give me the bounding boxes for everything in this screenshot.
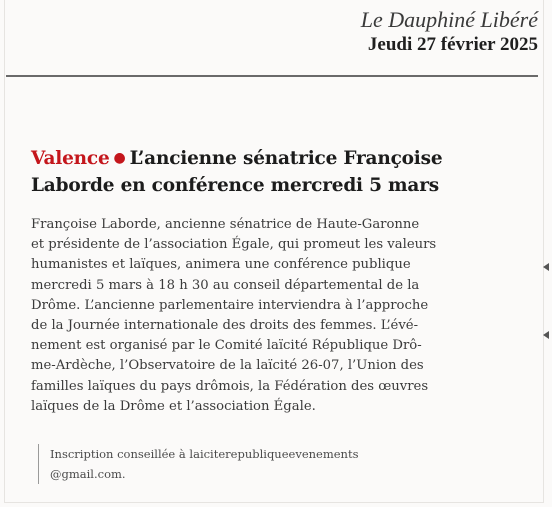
headline-bullet: ● — [113, 150, 126, 166]
registration-note — [38, 444, 510, 484]
body-line: laïques de la Drôme et l’association Égale. — [31, 398, 316, 414]
headline-text: L’ancienne sénatrice Françoise Laborde en conférence mercredi 5 mars — [31, 148, 443, 196]
masthead — [361, 8, 538, 56]
body-line: Françoise Laborde, ancienne sénatrice de Haute-Garonne — [31, 217, 420, 232]
header-rule — [6, 75, 538, 77]
article-body — [31, 215, 536, 417]
publication-date: Jeudi 27 février 2025 — [367, 34, 538, 55]
article-headline — [31, 145, 511, 199]
headline-kicker: Valence — [31, 148, 110, 169]
body-line: Drôme. L’ancienne parlementaire interviendra à l’approche — [31, 297, 429, 313]
left-arrow-icon — [543, 263, 549, 271]
body-line: humanistes et laïques, animera une conférence publique — [31, 257, 411, 273]
footnote-line: Inscription conseillée à laiciterepubliqueevenements — [50, 447, 359, 461]
left-arrow-icon — [543, 331, 549, 339]
footnote-line: @gmail.com. — [50, 467, 126, 481]
body-line: de la Journée internationale des droits des femmes. L’évé- — [31, 318, 419, 334]
body-line: nement est organisé par le Comité laïcité République Drô- — [31, 338, 422, 354]
body-line: et présidente de l’association Égale, qui promeut les valeurs — [31, 237, 437, 253]
body-line: me-Ardèche, l’Observatoire de la laïcité 26-07, l’Union des — [31, 358, 424, 374]
newspaper-name: Le Dauphiné Libéré — [360, 7, 538, 32]
body-line: mercredi 5 mars à 18 h 30 au conseil départemental de la — [31, 277, 420, 293]
body-line: familles laïques du pays drômois, la Fédération des œuvres — [31, 378, 429, 394]
